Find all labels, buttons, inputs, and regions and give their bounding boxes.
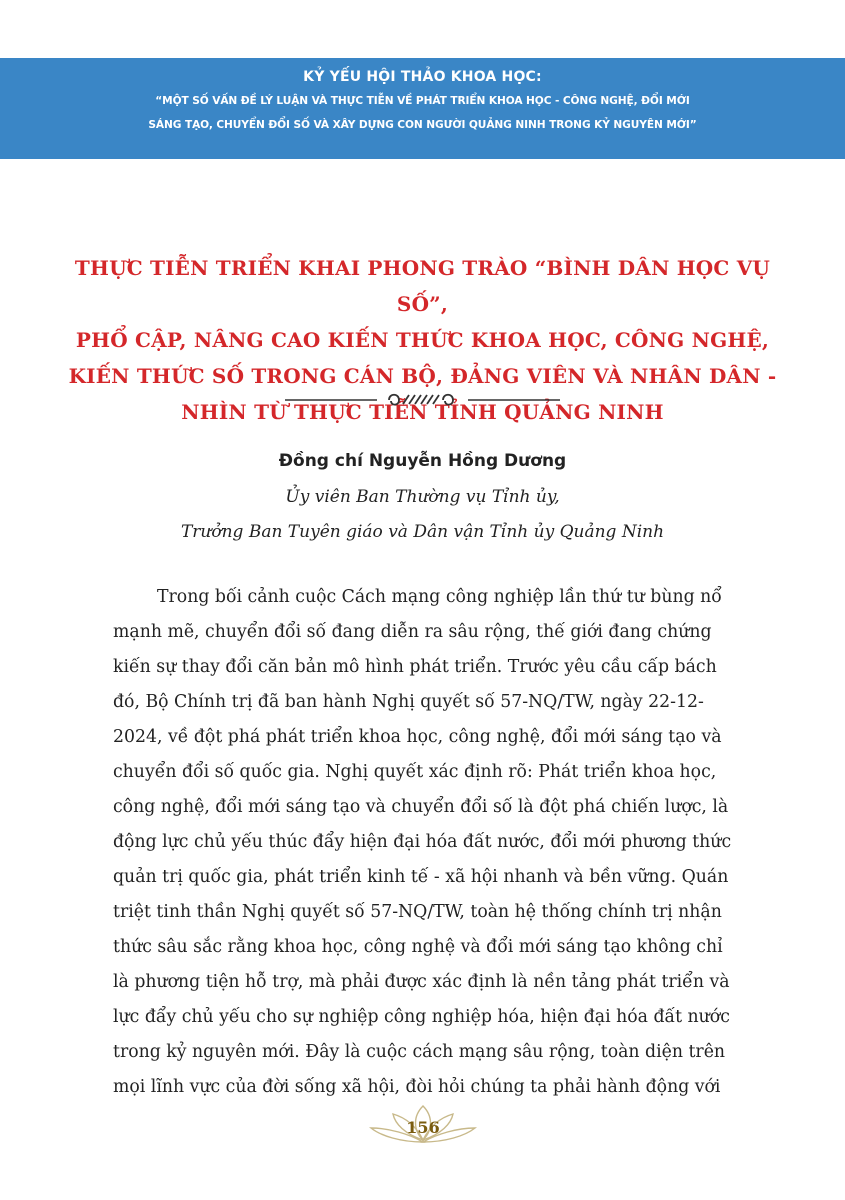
body-line: chuyển đổi số quốc gia. Nghị quyết xác định rõ: Phát triển khoa học, — [113, 762, 717, 782]
body-line: động lực chủ yếu thúc đẩy hiện đại hóa đất nước, đổi mới phương thức — [113, 832, 732, 852]
title-line-1: THỰC TIỄN TRIỂN KHAI PHONG TRÀO “BÌNH DÂN HỌC VỤ SỐ”, — [74, 256, 771, 316]
body-line: 2024, về đột phá phát triển khoa học, công nghệ, đổi mới sáng tạo và — [113, 727, 722, 747]
body-line: là phương tiện hỗ trợ, mà phải được xác định là nền tảng phát triển và — [113, 972, 730, 992]
proceedings-header — [0, 58, 845, 159]
title-line-2: PHỔ CẬP, NÂNG CAO KIẾN THỨC KHOA HỌC, CÔNG NGHỆ, — [75, 328, 770, 352]
body-paragraph — [113, 580, 745, 1105]
title-divider-ornament — [285, 390, 560, 410]
body-line: thức sâu sắc rằng khoa học, công nghệ và đổi mới sáng tạo không chỉ — [113, 937, 723, 957]
page-footer — [365, 1104, 481, 1148]
body-line: công nghệ, đổi mới sáng tạo và chuyển đổi số là đột phá chiến lược, là — [113, 797, 729, 817]
title-line-4: NHÌN TỪ THỰC TIỄN TỈNH QUẢNG NINH — [181, 400, 664, 424]
header-line-3: SÁNG TẠO, CHUYỂN ĐỔI SỐ VÀ XÂY DỰNG CON NGƯỜI QUẢNG NINH TRONG KỶ NGUYÊN MỚI” — [148, 119, 697, 131]
body-line: quản trị quốc gia, phát triển kinh tế - xã hội nhanh và bền vững. Quán — [113, 867, 729, 887]
header-line-1: KỶ YẾU HỘI THẢO KHOA HỌC: — [303, 69, 542, 85]
title-line-3: KIẾN THỨC SỐ TRONG CÁN BỘ, ĐẢNG VIÊN VÀ NHÂN DÂN - — [68, 364, 777, 388]
author-role-1: Ủy viên Ban Thường vụ Tỉnh ủy, — [285, 487, 560, 507]
author-role-2: Trưởng Ban Tuyên giáo và Dân vận Tỉnh ủy Quảng Ninh — [180, 522, 665, 542]
body-line: kiến sự thay đổi căn bản mô hình phát triển. Trước yêu cầu cấp bách — [113, 657, 717, 677]
body-line: lực đẩy chủ yếu cho sự nghiệp công nghiệp hóa, hiện đại hóa đất nước — [113, 1007, 730, 1027]
body-line: mạnh mẽ, chuyển đổi số đang diễn ra sâu rộng, thế giới đang chứng — [113, 622, 712, 642]
body-line: Trong bối cảnh cuộc Cách mạng công nghiệp lần thứ tư bùng nổ — [157, 587, 722, 607]
body-line: triệt tinh thần Nghị quyết số 57-NQ/TW, toàn hệ thống chính trị nhận — [113, 902, 722, 922]
author-roles — [60, 480, 785, 550]
page-number: 156 — [406, 1118, 440, 1137]
body-line: đó, Bộ Chính trị đã ban hành Nghị quyết số 57-NQ/TW, ngày 22-12- — [113, 692, 704, 712]
header-line-2: “MỘT SỐ VẤN ĐỀ LÝ LUẬN VÀ THỰC TIỄN VỀ PHÁT TRIỂN KHOA HỌC - CÔNG NGHỆ, ĐỔI MỚI — [155, 95, 690, 107]
body-line: mọi lĩnh vực của đời sống xã hội, đòi hỏi chúng ta phải hành động với — [113, 1077, 721, 1097]
author-name: Đồng chí Nguyễn Hồng Dương — [278, 451, 567, 471]
body-line: trong kỷ nguyên mới. Đây là cuộc cách mạng sâu rộng, toàn diện trên — [113, 1042, 726, 1062]
